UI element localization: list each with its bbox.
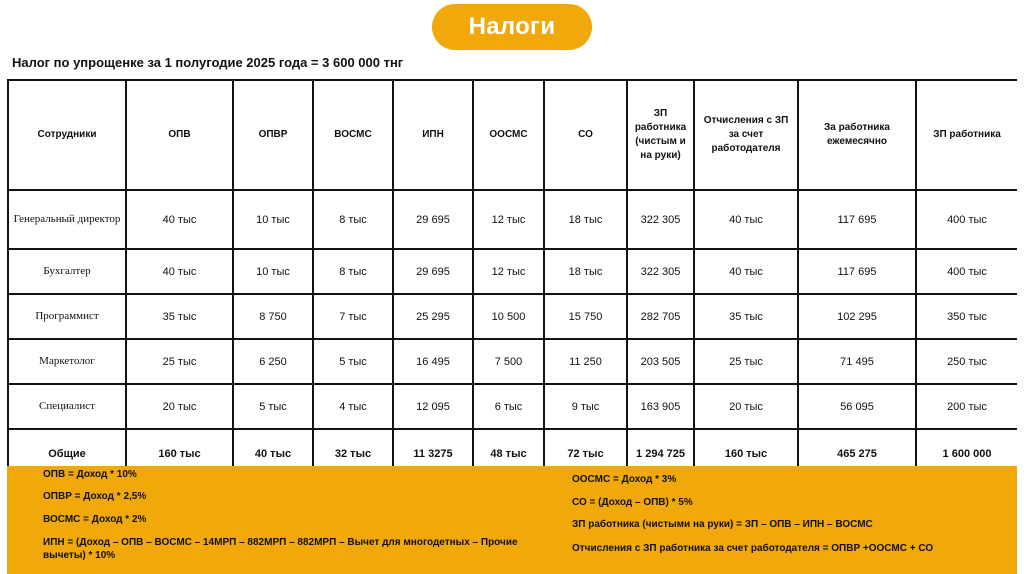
table-cell: 18 тыс bbox=[544, 190, 627, 249]
table-cell: 25 тыс bbox=[126, 339, 233, 384]
table-cell: 25 тыс bbox=[694, 339, 798, 384]
table-cell: 29 695 bbox=[393, 249, 473, 294]
table-cell: 40 тыс bbox=[694, 249, 798, 294]
total-cell: 160 тыс bbox=[694, 429, 798, 467]
table-cell: 163 905 bbox=[627, 384, 694, 429]
total-cell: 72 тыс bbox=[544, 429, 627, 467]
page-title: Налоги bbox=[432, 4, 592, 50]
formula-opv: ОПВ = Доход * 10% bbox=[43, 469, 137, 480]
column-header-net-salary: ЗП работника (чистым и на руки) bbox=[627, 80, 694, 190]
tax-table bbox=[7, 79, 1017, 467]
table-cell: 400 тыс bbox=[916, 190, 1017, 249]
employee-name: Бухгалтер bbox=[8, 249, 126, 294]
table-cell: 8 тыс bbox=[313, 249, 393, 294]
table-cell: 40 тыс bbox=[694, 190, 798, 249]
table-cell: 8 тыс bbox=[313, 190, 393, 249]
table-cell: 40 тыс bbox=[126, 249, 233, 294]
table-cell: 102 295 bbox=[798, 294, 916, 339]
total-cell: 465 275 bbox=[798, 429, 916, 467]
employee-name: Программист bbox=[8, 294, 126, 339]
table-cell: 71 495 bbox=[798, 339, 916, 384]
table-cell: 11 250 bbox=[544, 339, 627, 384]
employee-name: Специалист bbox=[8, 384, 126, 429]
column-header-vosms: ВОСМС bbox=[313, 80, 393, 190]
table-cell: 117 695 bbox=[798, 249, 916, 294]
table-cell: 9 тыс bbox=[544, 384, 627, 429]
table-cell: 250 тыс bbox=[916, 339, 1017, 384]
column-header-so: СО bbox=[544, 80, 627, 190]
column-header-opv: ОПВ bbox=[126, 80, 233, 190]
column-header-oosms: ООСМС bbox=[473, 80, 544, 190]
table-cell: 6 тыс bbox=[473, 384, 544, 429]
column-header-monthly-per-employee: За работника ежемесячно bbox=[798, 80, 916, 190]
table-cell: 20 тыс bbox=[694, 384, 798, 429]
table-cell: 117 695 bbox=[798, 190, 916, 249]
formula-opvr: ОПВР = Доход * 2,5% bbox=[43, 491, 147, 502]
totals-label: Общие bbox=[8, 429, 126, 467]
table-totals-row bbox=[8, 429, 1017, 467]
table-cell: 18 тыс bbox=[544, 249, 627, 294]
table-cell: 7 тыс bbox=[313, 294, 393, 339]
table-cell: 322 305 bbox=[627, 249, 694, 294]
total-cell: 11 3275 bbox=[393, 429, 473, 467]
table-cell: 322 305 bbox=[627, 190, 694, 249]
employee-name: Маркетолог bbox=[8, 339, 126, 384]
column-header-employer-contributions: Отчисления с ЗП за счет работодателя bbox=[694, 80, 798, 190]
table-cell: 4 тыс bbox=[313, 384, 393, 429]
table-cell: 400 тыс bbox=[916, 249, 1017, 294]
column-header-ipn: ИПН bbox=[393, 80, 473, 190]
table-cell: 5 тыс bbox=[313, 339, 393, 384]
table-cell: 203 505 bbox=[627, 339, 694, 384]
table-cell: 12 095 bbox=[393, 384, 473, 429]
total-cell: 1 294 725 bbox=[627, 429, 694, 467]
table-row bbox=[8, 294, 1017, 339]
tax-summary-subtitle: Налог по упрощенке за 1 полугодие 2025 года = 3 600 000 тнг bbox=[12, 55, 404, 70]
table-cell: 8 750 bbox=[233, 294, 313, 339]
table-cell: 6 250 bbox=[233, 339, 313, 384]
formula-ipn: ИПН = (Доход – ОПВ – ВОСМС – 14МРП – 882МРП – 882МРП – Вычет для многодетных – Прочие вычеты) * 10% bbox=[43, 537, 518, 561]
column-header-gross-salary: ЗП работника bbox=[916, 80, 1017, 190]
table-cell: 12 тыс bbox=[473, 249, 544, 294]
column-header-opvr: ОПВР bbox=[233, 80, 313, 190]
table-row bbox=[8, 339, 1017, 384]
table-cell: 40 тыс bbox=[126, 190, 233, 249]
total-cell: 1 600 000 bbox=[916, 429, 1017, 467]
table-row bbox=[8, 384, 1017, 429]
formula-so: СО = (Доход – ОПВ) * 5% bbox=[572, 497, 693, 508]
table-cell: 10 тыс bbox=[233, 190, 313, 249]
total-cell: 32 тыс bbox=[313, 429, 393, 467]
table-row bbox=[8, 190, 1017, 249]
table-cell: 56 095 bbox=[798, 384, 916, 429]
table-cell: 10 тыс bbox=[233, 249, 313, 294]
table-cell: 29 695 bbox=[393, 190, 473, 249]
tax-table-container bbox=[7, 79, 1017, 467]
table-cell: 16 495 bbox=[393, 339, 473, 384]
table-cell: 35 тыс bbox=[126, 294, 233, 339]
formulas-panel bbox=[7, 466, 1017, 574]
table-cell: 12 тыс bbox=[473, 190, 544, 249]
formula-vosms: ВОСМС = Доход * 2% bbox=[43, 514, 147, 525]
table-cell: 350 тыс bbox=[916, 294, 1017, 339]
formula-net-salary: ЗП работника (чистыми на руки) = ЗП – ОПВ – ИПН – ВОСМС bbox=[572, 519, 873, 530]
total-cell: 40 тыс bbox=[233, 429, 313, 467]
table-cell: 10 500 bbox=[473, 294, 544, 339]
table-row bbox=[8, 249, 1017, 294]
table-cell: 7 500 bbox=[473, 339, 544, 384]
table-cell: 5 тыс bbox=[233, 384, 313, 429]
table-cell: 35 тыс bbox=[694, 294, 798, 339]
table-cell: 200 тыс bbox=[916, 384, 1017, 429]
employee-name: Генеральный директор bbox=[8, 190, 126, 249]
table-cell: 282 705 bbox=[627, 294, 694, 339]
total-cell: 160 тыс bbox=[126, 429, 233, 467]
table-header-row bbox=[8, 80, 1017, 190]
table-cell: 20 тыс bbox=[126, 384, 233, 429]
formula-oosms: ООСМС = Доход * 3% bbox=[572, 474, 677, 485]
table-cell: 15 750 bbox=[544, 294, 627, 339]
column-header-employees: Сотрудники bbox=[8, 80, 126, 190]
total-cell: 48 тыс bbox=[473, 429, 544, 467]
table-cell: 25 295 bbox=[393, 294, 473, 339]
formula-employer-contributions: Отчисления с ЗП работника за счет работодателя = ОПВР +ООСМС + СО bbox=[572, 543, 934, 554]
